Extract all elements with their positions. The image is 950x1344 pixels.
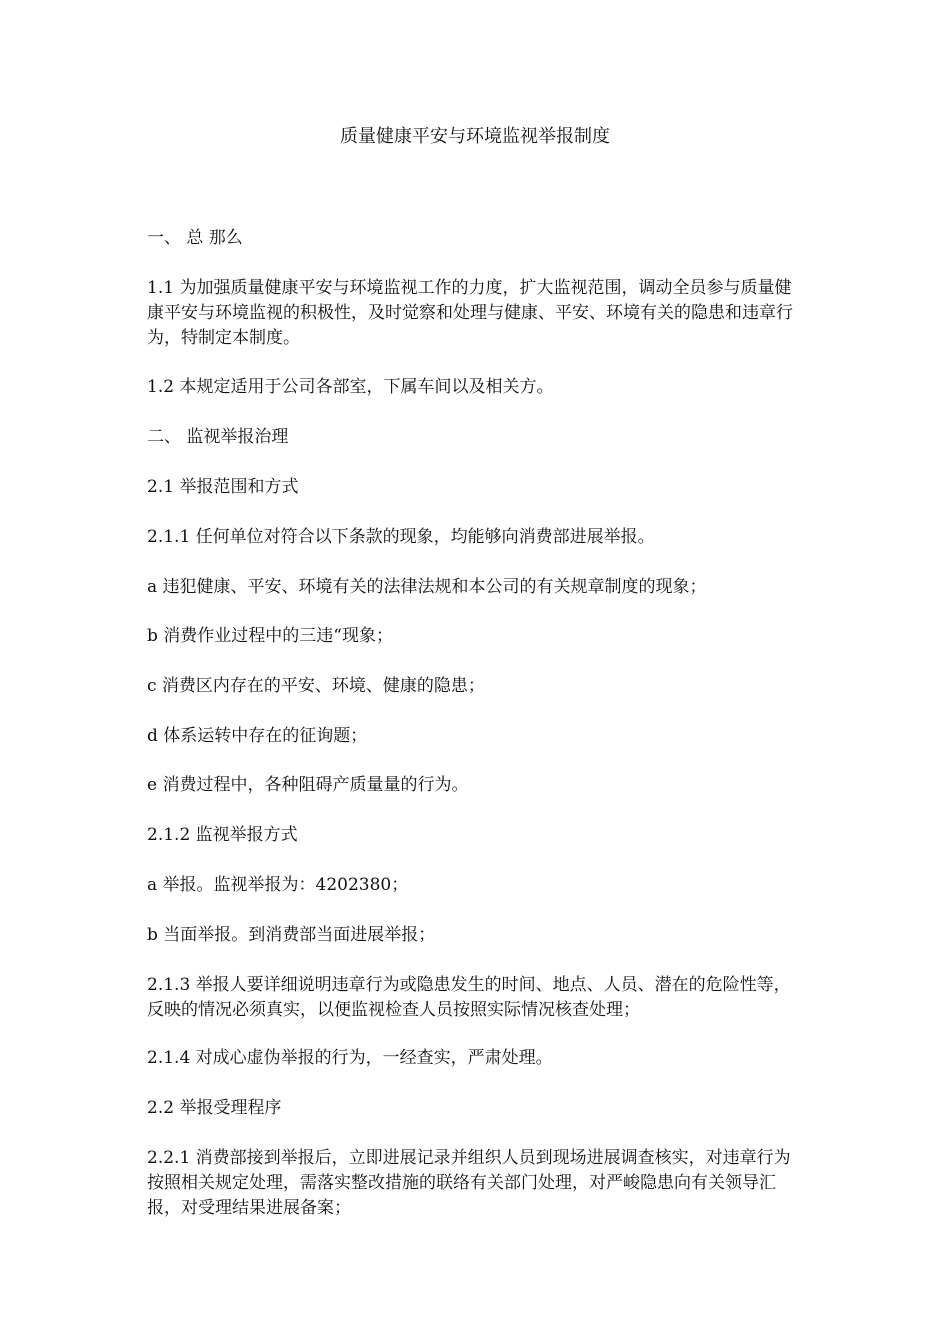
paragraph-2-1: 2.1 举报范围和方式 xyxy=(147,477,299,497)
paragraph-1-1: 1.1 为加强质量健康平安与环境监视工作的力度，扩大监视范围，调动全员参与质量健康平安与环境监视的积极性，及时觉察和处理与健康、平安、环境有关的隐患和违章行为，特制定本制度。 xyxy=(147,278,793,348)
list-item-d: d 体系运转中存在的征询题； xyxy=(147,726,368,746)
paragraph-2-2: 2.2 举报受理程序 xyxy=(147,1098,282,1118)
paragraph-2-2-1: 2.2.1 消费部接到举报后，立即进展记录并组织人员到现场进展调查核实，对违章行为按照相关规定处理，需落实整改措施的联络有关部门处理，对严峻隐患向有关领导汇报，对受理结果进展备案； xyxy=(147,1148,791,1218)
document-title: 质量健康平安与环境监视举报制度 xyxy=(340,126,610,147)
list-item-report-phone: a 举报。监视举报为：4202380； xyxy=(147,875,409,895)
list-item-report-in-person: b 当面举报。到消费部当面进展举报； xyxy=(147,925,436,945)
paragraph-2-1-4: 2.1.4 对成心虚伪举报的行为，一经查实，严肃处理。 xyxy=(147,1048,553,1068)
section-heading-general: 一、 总 那么 xyxy=(147,228,243,248)
list-item-e: e 消费过程中，各种阻碍产质量量的行为。 xyxy=(147,775,469,795)
paragraph-2-1-3: 2.1.3 举报人要详细说明违章行为或隐患发生的时间、地点、人员、潜在的危险性等，反映的情况必须真实，以便监视检查人员按照实际情况核查处理； xyxy=(147,975,791,1020)
list-item-c: c 消费区内存在的平安、环境、健康的隐患； xyxy=(147,676,485,696)
paragraph-1-2: 1.2 本规定适用于公司各部室，下属车间以及相关方。 xyxy=(147,377,554,397)
paragraph-2-1-1: 2.1.1 任何单位对符合以下条款的现象，均能够向消费部进展举报。 xyxy=(147,527,655,547)
paragraph-2-1-2: 2.1.2 监视举报方式 xyxy=(147,825,298,845)
list-item-a: a 违犯健康、平安、环境有关的法律法规和本公司的有关规章制度的现象； xyxy=(147,577,707,597)
section-heading-supervision: 二、 监视举报治理 xyxy=(147,427,289,447)
list-item-b: b 消费作业过程中的三违“现象； xyxy=(147,626,393,646)
